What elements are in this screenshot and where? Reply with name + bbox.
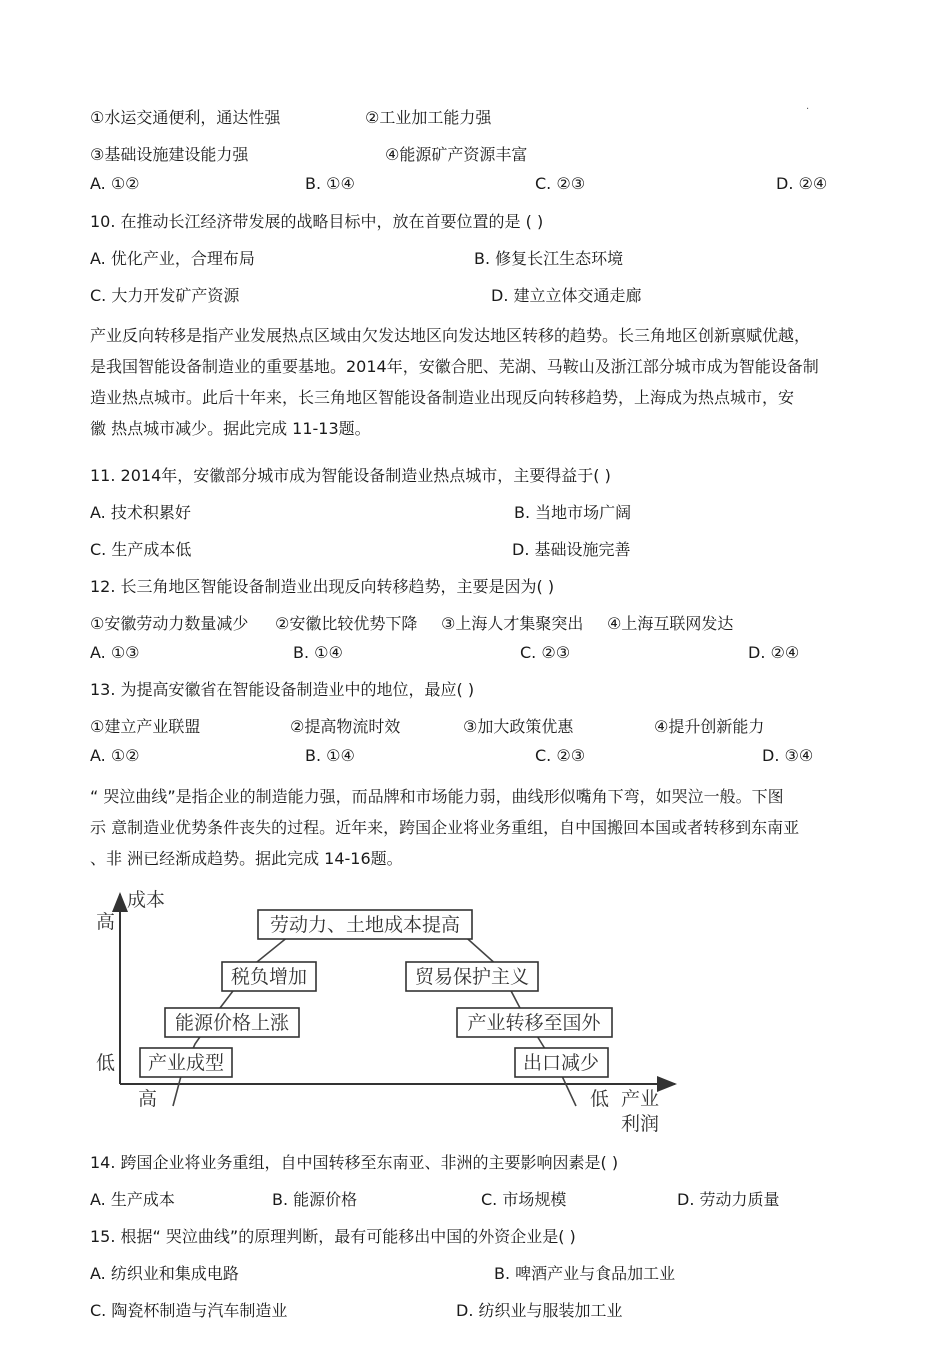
q13-option-d[interactable]: D. ③④ [762, 746, 814, 765]
q14-option-a[interactable]: A. 生产成本 [90, 1190, 175, 1209]
x-high-label: 高 [138, 1088, 158, 1110]
q10-option-a[interactable]: A. 优化产业，合理布局 [90, 249, 255, 268]
q9-option-d[interactable]: D. ②④ [776, 174, 828, 193]
q15-stem: 15. 根据“ 哭泣曲线”的原理判断，最有可能移出中国的外资企业是( ) [90, 1227, 576, 1246]
q11-stem: 11. 2014年，安徽部分城市成为智能设备制造业热点城市，主要得益于( ) [90, 466, 611, 485]
passage-2-line: 示 意制造业优势条件丧失的过程。近年来，跨国企业将业务重组，自中国搬回本国或者转移到东南亚 [90, 818, 800, 837]
x-low-label: 低 [590, 1088, 610, 1110]
q12-option-d[interactable]: D. ②④ [748, 643, 800, 662]
q9-option-b[interactable]: B. ①④ [305, 174, 355, 193]
y-low-label: 低 [96, 1052, 116, 1074]
passage-1-line: 徽 热点城市减少。据此完成 11-13题。 [90, 419, 371, 438]
q9-option-a[interactable]: A. ①② [90, 174, 140, 193]
q14-option-d[interactable]: D. 劳动力质量 [677, 1190, 780, 1209]
box-label: 能源价格上涨 [174, 1012, 290, 1034]
x-axis-label-1: 产业 [621, 1088, 660, 1110]
q9-item-3: ③基础设施建设能力强 [90, 145, 249, 164]
q12-option-b[interactable]: B. ①④ [293, 643, 343, 662]
q9-item-2: ②工业加工能力强 [365, 108, 492, 127]
q12-item-1: ①安徽劳动力数量减少 [90, 614, 249, 633]
passage-2-line: “ 哭泣曲线”是指企业的制造能力强，而品牌和市场能力弱，曲线形似嘴角下弯，如哭泣一般。下图 [90, 787, 784, 806]
q15-option-d[interactable]: D. 纺织业与服装加工业 [456, 1301, 623, 1320]
q10-option-c[interactable]: C. 大力开发矿产资源 [90, 286, 240, 305]
q13-item-4: ④提升创新能力 [654, 717, 765, 736]
q14-option-b[interactable]: B. 能源价格 [272, 1190, 358, 1209]
box-label: 产业转移至国外 [467, 1012, 601, 1034]
box-energy-price-rise [165, 1008, 299, 1037]
box-tax-increase [222, 962, 316, 991]
box-labor-land-cost [258, 910, 472, 939]
q11-option-b[interactable]: B. 当地市场广阔 [514, 503, 632, 522]
q13-item-2: ②提高物流时效 [290, 717, 401, 736]
box-industry-transfer-abroad [457, 1008, 612, 1037]
q13-stem: 13. 为提高安徽省在智能设备制造业中的地位，最应( ) [90, 680, 475, 699]
passage-1 [90, 320, 860, 444]
q13-item-1: ①建立产业联盟 [90, 717, 201, 736]
passage-2 [90, 781, 860, 874]
q14-option-c[interactable]: C. 市场规模 [481, 1190, 567, 1209]
passage-1-line: 造业热点城市。此后十年来，长三角地区智能设备制造业出现反向转移趋势，上海成为热点城市，安 [90, 388, 795, 407]
q15-option-a[interactable]: A. 纺织业和集成电路 [90, 1264, 239, 1283]
y-axis-label: 成本 [127, 889, 166, 911]
q14-stem: 14. 跨国企业将业务重组，自中国转移至东南亚、非洲的主要影响因素是( ) [90, 1153, 619, 1172]
q12-item-3: ③上海人才集聚突出 [441, 614, 584, 633]
y-high-label: 高 [96, 911, 116, 933]
passage-2-line: 、非 洲已经渐成趋势。据此完成 14-16题。 [90, 849, 403, 868]
box-label: 贸易保护主义 [414, 966, 530, 988]
box-export-decrease [515, 1048, 608, 1077]
q13-option-b[interactable]: B. ①④ [305, 746, 355, 765]
q12-option-a[interactable]: A. ①③ [90, 643, 140, 662]
box-label: 税负增加 [230, 966, 308, 988]
crying-curve-diagram [90, 884, 690, 1139]
passage-1-line: 产业反向转移是指产业发展热点区域由欠发达地区向发达地区转移的趋势。长三角地区创新禀赋优越， [90, 326, 811, 345]
q13-option-a[interactable]: A. ①② [90, 746, 140, 765]
q13-item-3: ③加大政策优惠 [463, 717, 574, 736]
q9-item-4: ④能源矿产资源丰富 [385, 145, 528, 164]
box-trade-protectionism [406, 962, 538, 991]
box-label: 劳动力、土地成本提高 [269, 914, 461, 936]
q13-option-c[interactable]: C. ②③ [535, 746, 586, 765]
q11-option-a[interactable]: A. 技术积累好 [90, 503, 191, 522]
q15-option-b[interactable]: B. 啤酒产业与食品加工业 [494, 1264, 676, 1283]
passage-1-line: 是我国智能设备制造业的重要基地。2014年，安徽合肥、芜湖、马鞍山及浙江部分城市成为智能设备制 [90, 357, 819, 376]
stray-dot: · [806, 104, 810, 115]
q12-item-4: ④上海互联网发达 [607, 614, 734, 633]
q12-item-2: ②安徽比较优势下降 [275, 614, 418, 633]
q11-option-d[interactable]: D. 基础设施完善 [512, 540, 631, 559]
box-label: 产业成型 [147, 1052, 225, 1074]
q12-option-c[interactable]: C. ②③ [520, 643, 571, 662]
q10-option-d[interactable]: D. 建立立体交通走廊 [491, 286, 642, 305]
q10-option-b[interactable]: B. 修复长江生态环境 [474, 249, 624, 268]
q9-item-1: ①水运交通便利，通达性强 [90, 108, 281, 127]
x-axis-label-2: 利润 [621, 1113, 660, 1135]
box-industry-formed [140, 1048, 232, 1077]
q9-option-c[interactable]: C. ②③ [535, 174, 586, 193]
q10-stem: 10. 在推动长江经济带发展的战略目标中，放在首要位置的是 ( ) [90, 212, 544, 231]
q11-option-c[interactable]: C. 生产成本低 [90, 540, 192, 559]
q15-option-c[interactable]: C. 陶瓷杯制造与汽车制造业 [90, 1301, 288, 1320]
q12-stem: 12. 长三角地区智能设备制造业出现反向转移趋势，主要是因为( ) [90, 577, 555, 596]
box-label: 出口减少 [522, 1052, 600, 1074]
